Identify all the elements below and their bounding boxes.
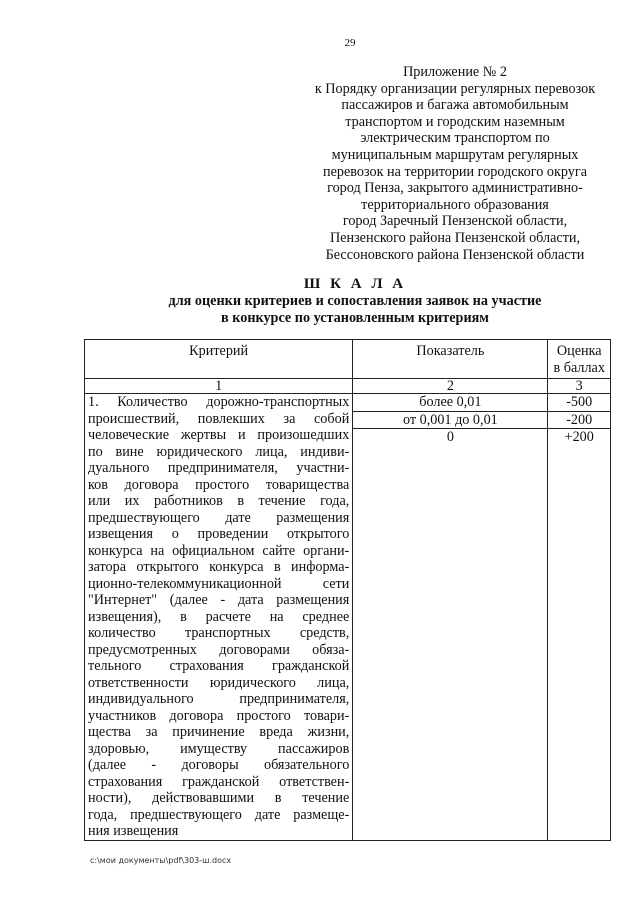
appendix-line: Бессоновского района Пензенской области (325, 246, 585, 263)
criterion-line: предшествующего дате размещения (88, 509, 350, 526)
appendix-line: электрическим транспортом по (360, 130, 550, 147)
criterion-line: участников договора простого товари- (88, 707, 350, 724)
footer-file-path: c:\мои документы\pdf\303-ш.docx (90, 856, 232, 865)
criterion-line: дуального предпринимателя, участни- (88, 460, 350, 476)
criterion-line: ния извещения (88, 823, 179, 839)
appendix-line: Пензенского района Пензенской области, (329, 229, 581, 246)
criterion-line: затора открытого конкурса в информа- (88, 559, 350, 575)
appendix-line: перевозок на территории городского округа (322, 163, 587, 180)
indicator-value: 0 (446, 429, 454, 445)
column-number-row (85, 379, 611, 394)
criterion-line: здоровью, имуществу пассажиров (88, 740, 350, 757)
criterion-line: индивидуального предпринимателя, (88, 691, 350, 707)
criterion-line: человеческие жертвы и произошедших (88, 427, 350, 443)
table-row (85, 394, 611, 841)
subtitle-line-2: в конкурсе по установленным критериям (221, 309, 489, 326)
criterion-line: 1. Количество дорожно-транспортных (88, 394, 350, 410)
appendix-title: Приложение № 2 (403, 64, 507, 80)
criterion-line: конкурса на официальном сайте органи- (88, 542, 350, 559)
criterion-line: происшествий, повлекших за собой (88, 410, 350, 427)
header-criterion: Критерий (85, 340, 353, 379)
header-score-line-1: Оценка (556, 343, 602, 359)
criterion-line: извещения), в расчете на среднее (88, 608, 350, 625)
criterion-line: тельного страхования гражданской (88, 658, 350, 674)
criteria-table (84, 339, 611, 841)
column-number: 3 (548, 379, 611, 394)
subtitle-line-1: для оценки критериев и сопоставления заявок на участие (168, 293, 542, 309)
criterion-line: ности), действовавшими в течение (88, 790, 350, 806)
score-value: -500 (548, 394, 610, 412)
score-value: -200 (548, 412, 610, 430)
appendix-block (300, 64, 610, 263)
appendix-line: город Заречный Пензенской области, (342, 213, 568, 230)
criterion-line: предусмотренных договорами обяза- (88, 641, 350, 658)
criterion-line: (далее - договоры обязательного (88, 757, 350, 773)
score-cell (548, 394, 611, 841)
criterion-line: или их работников в течение года, (88, 493, 350, 509)
appendix-line: территориального образования (361, 196, 549, 213)
header-indicator: Показатель (353, 340, 548, 379)
indicator-value: от 0,001 до 0,01 (353, 412, 547, 430)
criterion-line: щества за причинение вреда жизни, (88, 724, 350, 740)
criterion-line: извещения о проведении открытого (88, 526, 350, 542)
header-score (548, 340, 611, 379)
appendix-line: город Пенза, закрытого административно- (327, 180, 583, 197)
table-header-row (85, 340, 611, 379)
criterion-line: "Интернет" (далее - дата размещения (88, 592, 350, 608)
appendix-line: транспортом и городским наземным (345, 113, 565, 130)
criterion-line: ционно-телекоммуникационной сети (88, 575, 350, 592)
criterion-line: года, предшествующего дате размеще- (88, 806, 350, 823)
criterion-line: страхования гражданской ответствен- (88, 773, 350, 790)
criterion-line: ответственности юридического лица, (88, 674, 350, 691)
indicator-value: более 0,01 (353, 394, 547, 412)
page-number: 29 (344, 37, 356, 49)
column-number: 2 (353, 379, 548, 394)
appendix-line: к Порядку организации регулярных перевозок (314, 80, 596, 97)
scale-subtitle (0, 293, 640, 326)
criterion-line: ков договора простого товарищества (88, 476, 350, 493)
criterion-line: по вине юридического лица, индиви- (88, 443, 350, 460)
criterion-cell (85, 394, 353, 841)
criterion-line: количество транспортных средств, (88, 625, 350, 641)
scale-title: Ш К А Л А (303, 276, 407, 292)
appendix-line: муниципальным маршрутам регулярных (331, 146, 579, 163)
appendix-line: пассажиров и багажа автомобильным (341, 97, 569, 114)
indicator-cell (353, 394, 548, 841)
score-value: +200 (564, 429, 594, 445)
column-number: 1 (85, 379, 353, 394)
header-score-line-2: в баллах (553, 359, 605, 376)
